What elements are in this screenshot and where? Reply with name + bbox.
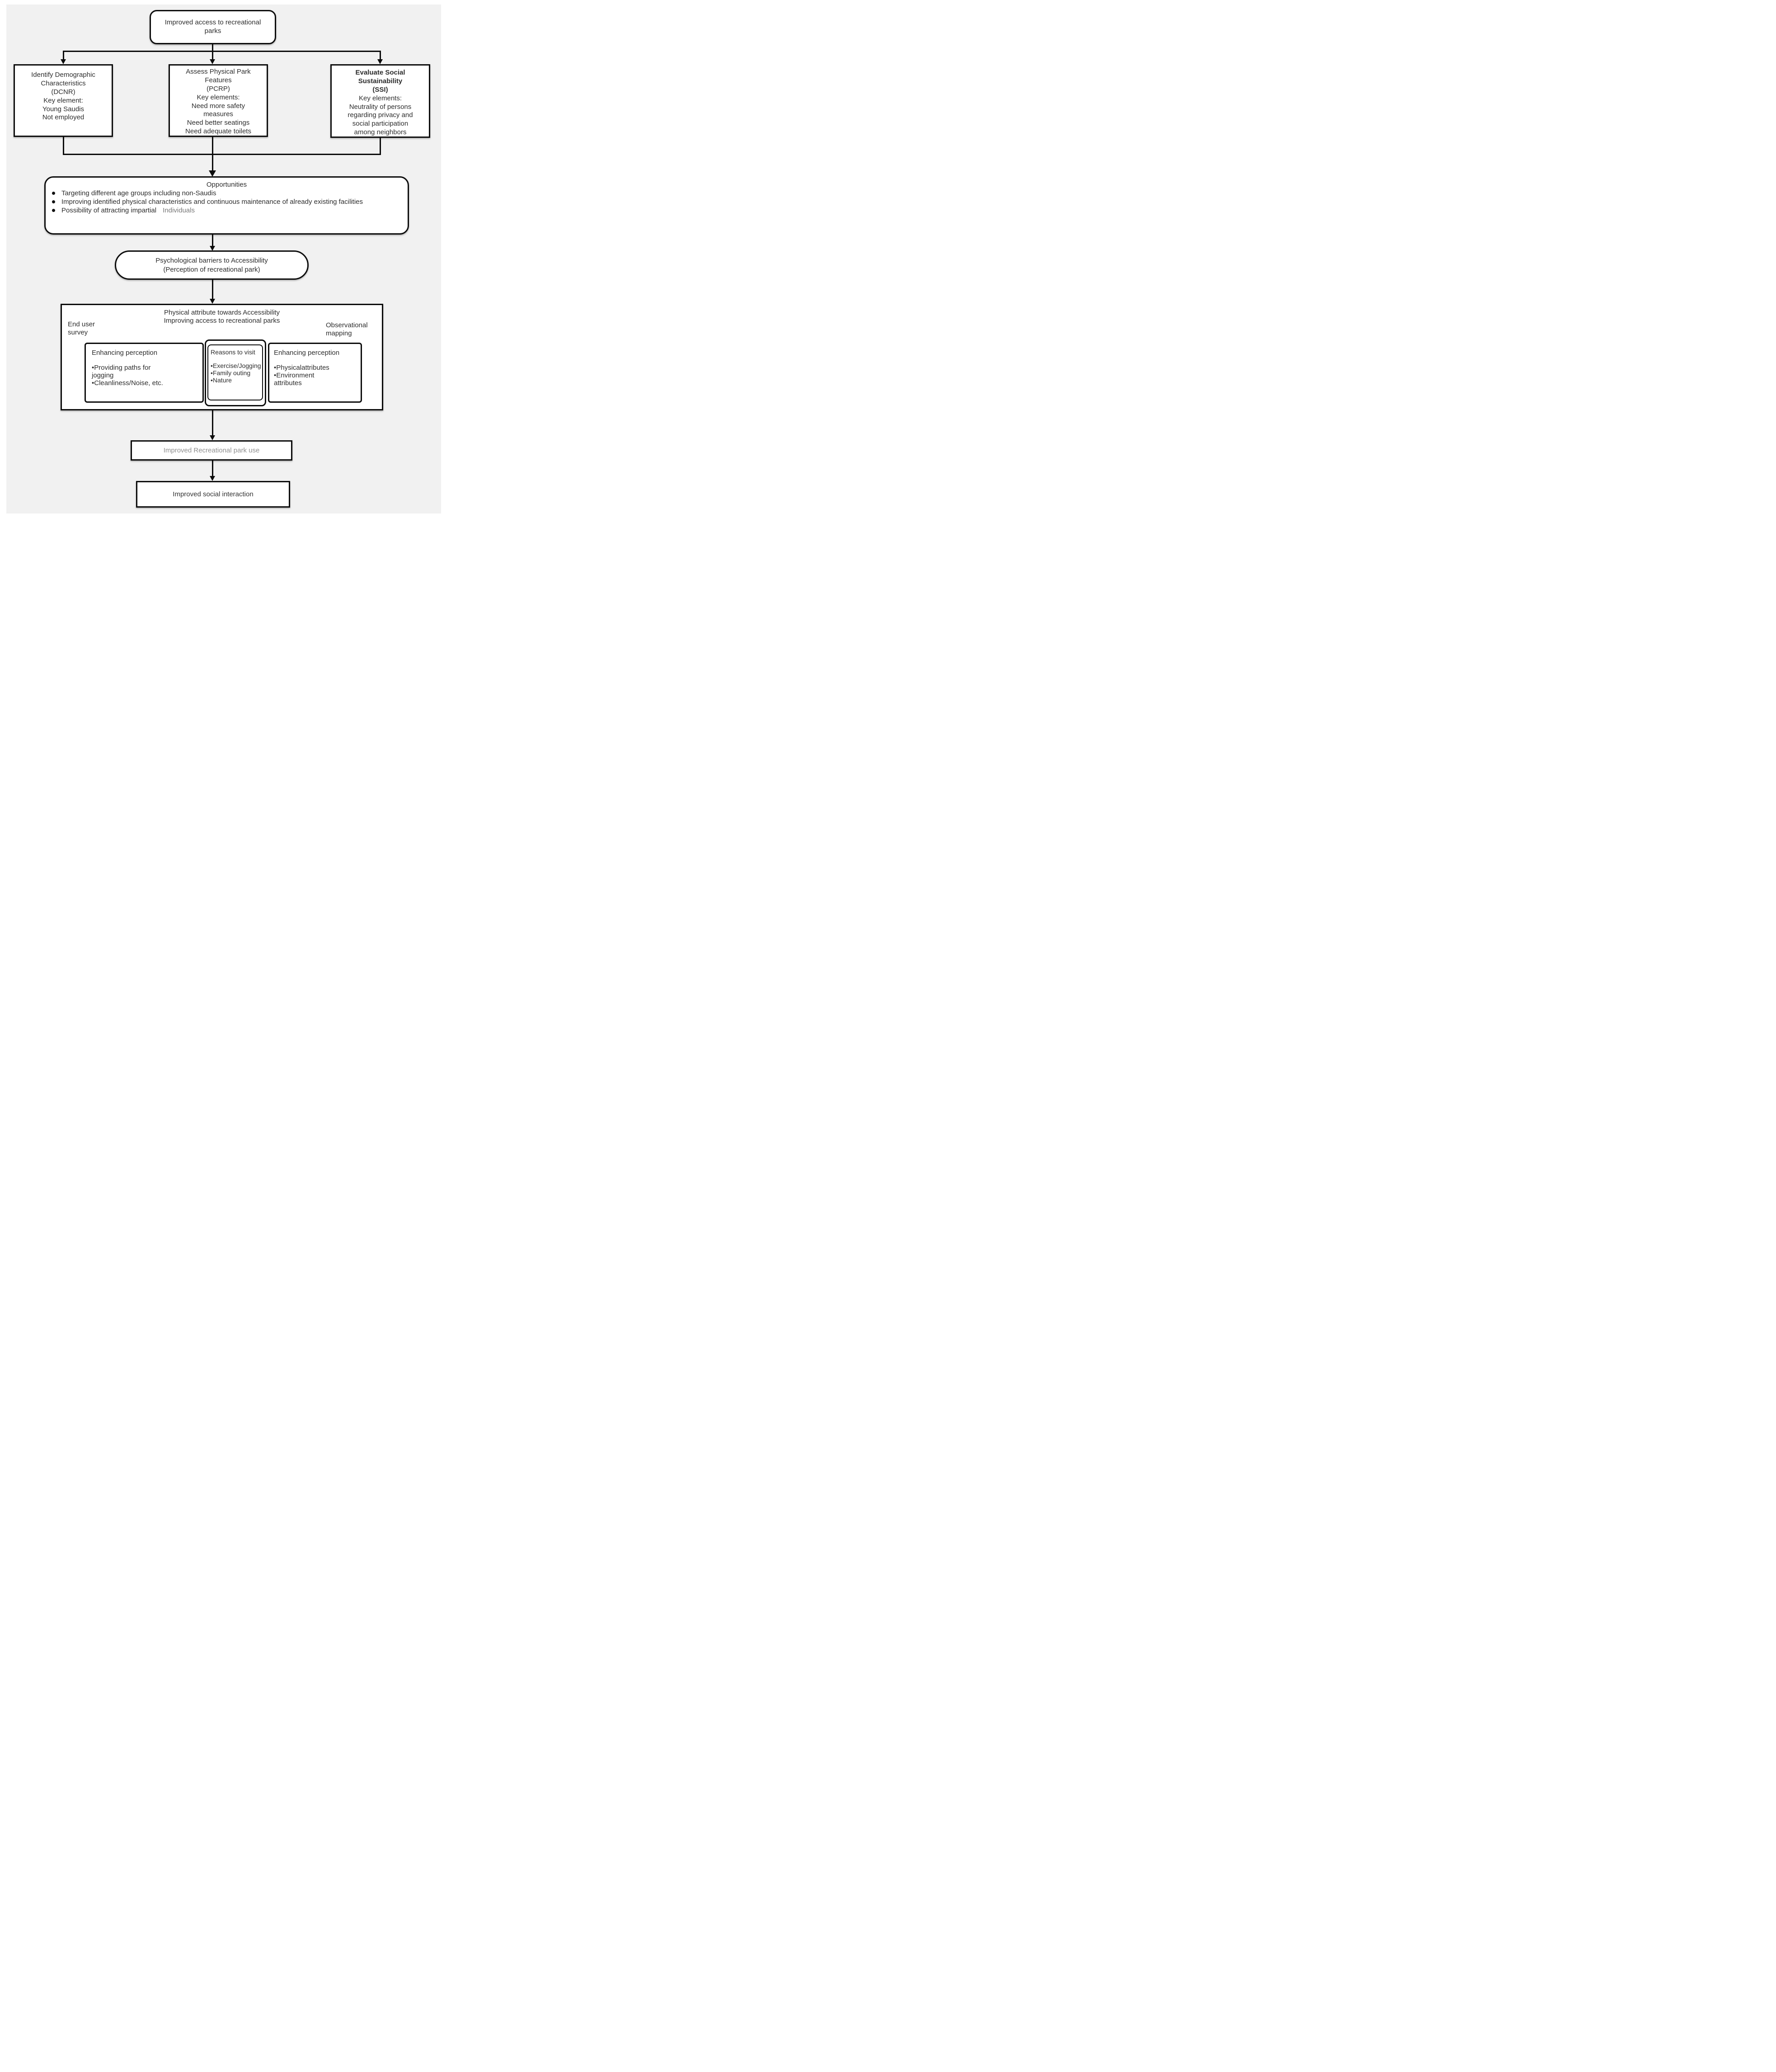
connector-sustainability-down (380, 137, 381, 155)
social-interaction-text: Improved social interaction (173, 490, 254, 498)
connector-demographic-down (63, 137, 64, 155)
connector-merge-line (63, 154, 381, 155)
reasons-to-visit-outer-panel (205, 339, 266, 406)
physical-features-box-text: Assess Physical Park Features (PCRP) Key elements: Need more safety measures Need better seatings Need adequate toilets (185, 68, 251, 136)
park-use-box (131, 440, 292, 461)
social-sustainability-box (330, 64, 430, 138)
connector-right-drop (380, 51, 381, 60)
park-use-text: Improved Recreational park use (163, 447, 260, 454)
connector-psych-stem (212, 235, 213, 246)
panel-title: Reasons to visit (211, 348, 255, 356)
connector-social-stem (212, 461, 213, 477)
opportunity-text-black: Possibility of attracting impartial (61, 207, 157, 214)
panel-title: Enhancing perception (274, 349, 340, 357)
opportunity-item (46, 207, 408, 214)
arrow-to-park-use (210, 435, 215, 440)
connector-center-drop (212, 44, 213, 60)
top-box-label: Improved access to recreational parks (164, 19, 261, 35)
panel-item: •Family outing (211, 369, 251, 377)
panel-item: •Environment attributes (274, 372, 315, 387)
panel-item: •Exercise/Jogging (211, 362, 261, 369)
social-interaction-box (136, 481, 290, 508)
arrow-to-physical (210, 59, 215, 64)
opportunity-item (46, 198, 396, 206)
panel-item: •Nature (211, 377, 232, 384)
arrow-to-social (210, 476, 215, 481)
arrow-to-attribute (210, 299, 215, 304)
panel-item: •Physicalattributes (274, 364, 329, 372)
arrow-to-opportunities (209, 170, 216, 177)
opportunities-box (44, 176, 409, 235)
connector-attribute-stem (212, 280, 213, 299)
attribute-box-title: Physical attribute towards Accessibility Improving access to recreational parks (164, 309, 280, 325)
connector-opportunities-stem (212, 137, 213, 171)
end-user-survey-label: End user survey (68, 320, 95, 337)
panel-item: •Providing paths for jogging (92, 364, 151, 379)
panel-title: Enhancing perception (92, 349, 158, 357)
opportunity-text-gray: Individuals (163, 207, 195, 214)
physical-features-box (169, 64, 268, 137)
enhancing-perception-left-panel (85, 343, 204, 403)
demographic-box (14, 64, 113, 137)
flowchart-page (0, 0, 444, 518)
reasons-to-visit-inner-panel (207, 344, 263, 400)
bullet-dot (52, 192, 55, 195)
top-box-improved-access (150, 10, 276, 44)
opportunity-text: Targeting different age groups including non-Saudis (61, 189, 216, 197)
attribute-container-box (61, 304, 383, 410)
connector-left-drop (63, 51, 64, 60)
bullet-dot (52, 209, 55, 212)
social-sustainability-box-text: Evaluate Social Sustainability (SSI) Key elements: Neutrality of persons regarding privacy and social participation among neighbors (348, 69, 413, 137)
connector-park-use-stem (212, 410, 213, 436)
connector-branch-line (63, 51, 381, 52)
arrow-to-sustainability (377, 59, 383, 64)
opportunity-text: Improving identified physical characteristics and continuous maintenance of already existing facilities (61, 198, 363, 206)
bullet-dot (52, 200, 55, 203)
opportunity-item (46, 189, 408, 197)
opportunities-title: Opportunities (206, 181, 247, 188)
demographic-box-text: Identify Demographic Characteristics (DCNR) Key element: Young Saudis Not employed (31, 71, 95, 122)
arrow-to-demographic (61, 59, 66, 64)
observational-mapping-label: Observational mapping (326, 321, 368, 338)
psych-barriers-text: Psychological barriers to Accessibility (Perception of recreational park) (155, 257, 268, 273)
psych-barriers-box (115, 250, 309, 280)
panel-item: •Cleanliness/Noise, etc. (92, 379, 163, 387)
enhancing-perception-right-panel (268, 343, 362, 403)
